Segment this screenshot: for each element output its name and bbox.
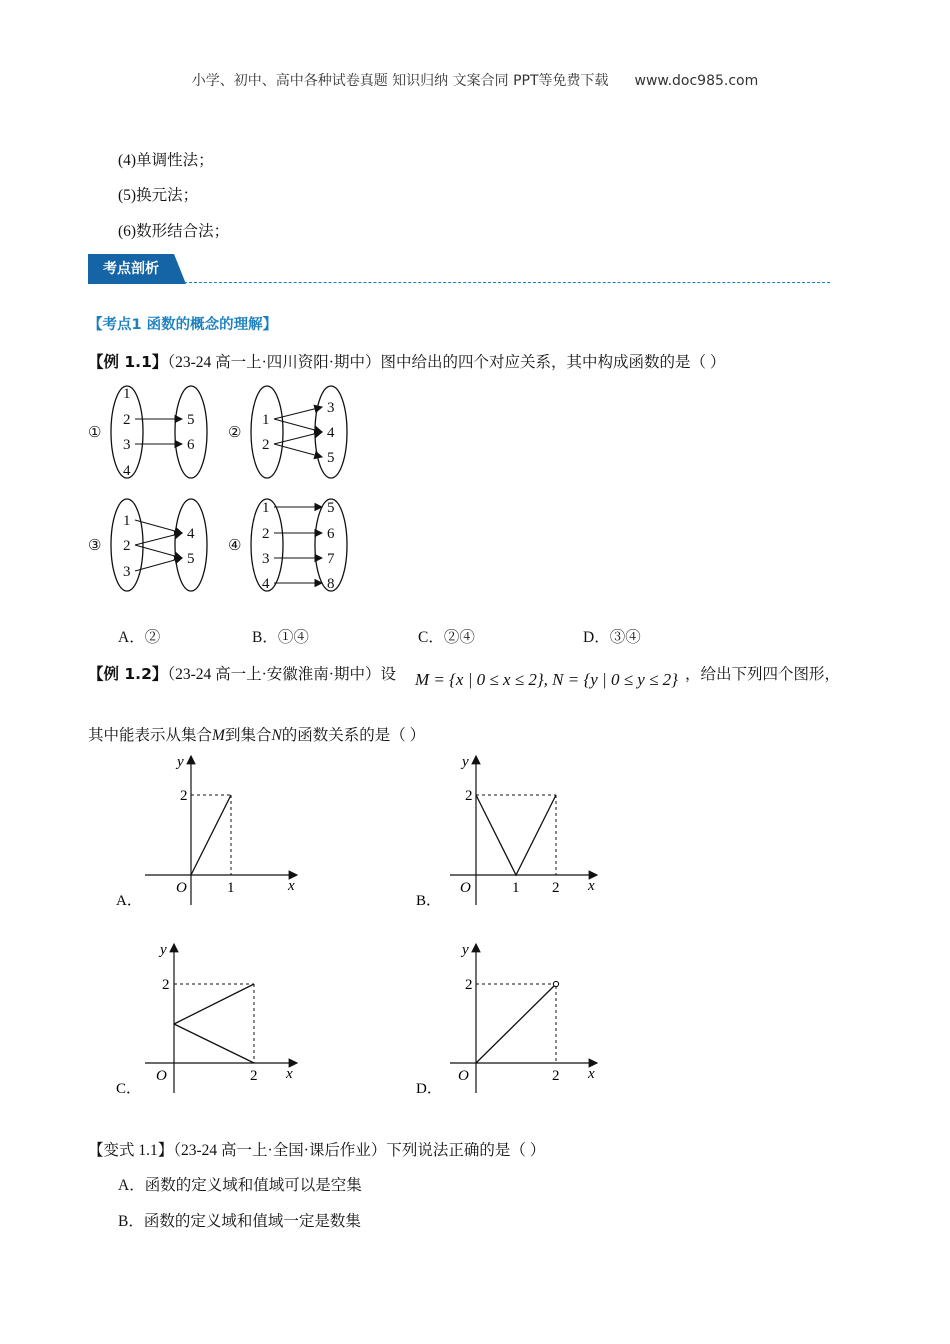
diagram-3-right-5: 5 — [187, 551, 195, 567]
diagram-4-left-4: 4 — [262, 576, 270, 592]
graph-b-tick-1: 1 — [512, 880, 520, 896]
method-5: (5)换元法； — [118, 187, 199, 204]
example-1-2 — [88, 662, 396, 684]
diagram-4-left-1: 1 — [262, 500, 270, 516]
diagram-4-right-6: 6 — [327, 526, 335, 542]
variant-option-a[interactable]: A．函数的定义域和值域可以是空集 — [118, 1177, 362, 1194]
diagram-1-right-5: 5 — [187, 412, 195, 428]
ex1-option-a[interactable]: A．② — [118, 629, 161, 646]
kaodian-heading: 【考点1 函数的概念的理解】 — [88, 317, 278, 333]
ex1-option-b[interactable]: B．①④ — [252, 629, 309, 646]
page-header — [0, 70, 950, 90]
header-text: 小学、初中、高中各种试卷真题 知识归纳 文案合同 PPT等免费下载 — [191, 73, 609, 89]
graph-c-x-label: x — [286, 1066, 293, 1082]
method-6: (6)数形结合法； — [118, 223, 230, 240]
line2-N: N — [271, 727, 282, 744]
graph-d-tick-2y: 2 — [465, 977, 473, 993]
graph-c-option: C． — [116, 1081, 142, 1097]
diagram-2-left-2: 2 — [262, 437, 270, 453]
diagram-4-right-5: 5 — [327, 500, 335, 516]
diagram-3-left-1: 1 — [123, 513, 131, 529]
diagram-4-left-2: 2 — [262, 526, 270, 542]
variant-option-b[interactable]: B．函数的定义域和值域一定是数集 — [118, 1213, 361, 1230]
diagram-3-left-3: 3 — [123, 564, 131, 580]
line2-a: 其中能表示从集合 — [88, 727, 213, 744]
graph-c-tick-2y: 2 — [162, 977, 170, 993]
graph-b-y-label: y — [462, 754, 469, 770]
graph-a-y-label: y — [177, 754, 184, 770]
diagram-4-left-3: 3 — [262, 551, 270, 567]
graph-a-tick-1: 1 — [227, 880, 235, 896]
diagram-1-left-1: 1 — [123, 386, 131, 402]
graph-a — [110, 750, 310, 912]
graph-d-y-label: y — [462, 942, 469, 958]
example-1-2-text: （23-24 高一上·安徽淮南·期中）设 — [167, 666, 396, 683]
diagram-3-left-2: 2 — [123, 538, 131, 554]
line2-b: 到集合 — [224, 727, 272, 744]
graph-a-origin: O — [176, 880, 187, 896]
graph-b-option: B． — [416, 893, 442, 909]
graph-b-origin: O — [460, 880, 471, 896]
graph-a-x-label: x — [288, 878, 295, 894]
diagram-1-left-3: 3 — [123, 437, 131, 453]
line2-M: M — [212, 727, 225, 744]
graph-b-tick-2x: 2 — [552, 880, 560, 896]
diagram-4-mark: ④ — [228, 538, 242, 554]
diagram-1-right-6: 6 — [187, 437, 195, 453]
section-banner — [88, 254, 184, 284]
diagram-2-mark: ② — [228, 425, 242, 441]
graph-a-option: A． — [116, 893, 142, 909]
ex1-option-d[interactable]: D．③④ — [583, 629, 641, 646]
diagram-2-left-1: 1 — [262, 412, 270, 428]
graph-d-origin: O — [458, 1068, 469, 1084]
graph-d-option: D． — [416, 1081, 442, 1097]
graph-d-x-label: x — [588, 1066, 595, 1082]
graph-c — [110, 938, 310, 1100]
graph-d — [410, 938, 610, 1100]
variant-1-1-label: 【变式 1.1】 — [88, 1142, 174, 1159]
banner-label: 考点剖析 — [103, 261, 159, 277]
graph-b-x-label: x — [588, 878, 595, 894]
ex1-option-c[interactable]: C．②④ — [418, 629, 475, 646]
graph-c-y-label: y — [160, 942, 167, 958]
example-1-1-label: 【例 1.1】 — [88, 353, 168, 371]
diagram-1-left-2: 2 — [123, 412, 131, 428]
example-1-1-text: （23-24 高一上·四川资阳·期中）图中给出的四个对应关系，其中构成函数的是（ ） — [167, 354, 726, 371]
graph-a-tick-2: 2 — [180, 788, 188, 804]
example-1-2-label: 【例 1.2】 — [88, 665, 168, 683]
graph-b — [410, 750, 610, 912]
diagram-4-right-7: 7 — [327, 551, 335, 567]
graph-d-tick-2x: 2 — [552, 1068, 560, 1084]
graph-c-origin: O — [156, 1068, 167, 1084]
variant-1-1 — [88, 1138, 545, 1160]
diagram-2-right-3: 3 — [327, 400, 335, 416]
example-1-1 — [88, 350, 725, 372]
graph-b-tick-2y: 2 — [465, 788, 473, 804]
variant-1-1-text: （23-24 高一上·全国·课后作业）下列说法正确的是（ ） — [173, 1142, 546, 1159]
example-1-2-formula: M = {x | 0 ≤ x ≤ 2}, N = {y | 0 ≤ y ≤ 2} — [415, 670, 678, 689]
diagram-4-right-8: 8 — [327, 576, 335, 592]
diagram-1-mark: ① — [88, 425, 102, 441]
diagram-2-right-5: 5 — [327, 450, 335, 466]
diagram-2-right-4: 4 — [327, 425, 335, 441]
line2-c: 的函数关系的是（ ） — [281, 727, 426, 744]
graph-c-tick-2x: 2 — [250, 1068, 258, 1084]
example-1-2-suffix: ，给出下列四个图形， — [685, 666, 841, 683]
example-1-2-line2 — [88, 723, 425, 745]
diagram-3-right-4: 4 — [187, 526, 195, 542]
diagram-3-mark: ③ — [88, 538, 102, 554]
banner-dashed-rule — [184, 282, 830, 283]
diagram-1-left-4: 4 — [123, 463, 131, 479]
method-4: (4)单调性法； — [118, 152, 214, 169]
header-site[interactable]: www.doc985.com — [634, 73, 759, 89]
mapping-diagrams — [85, 378, 365, 600]
